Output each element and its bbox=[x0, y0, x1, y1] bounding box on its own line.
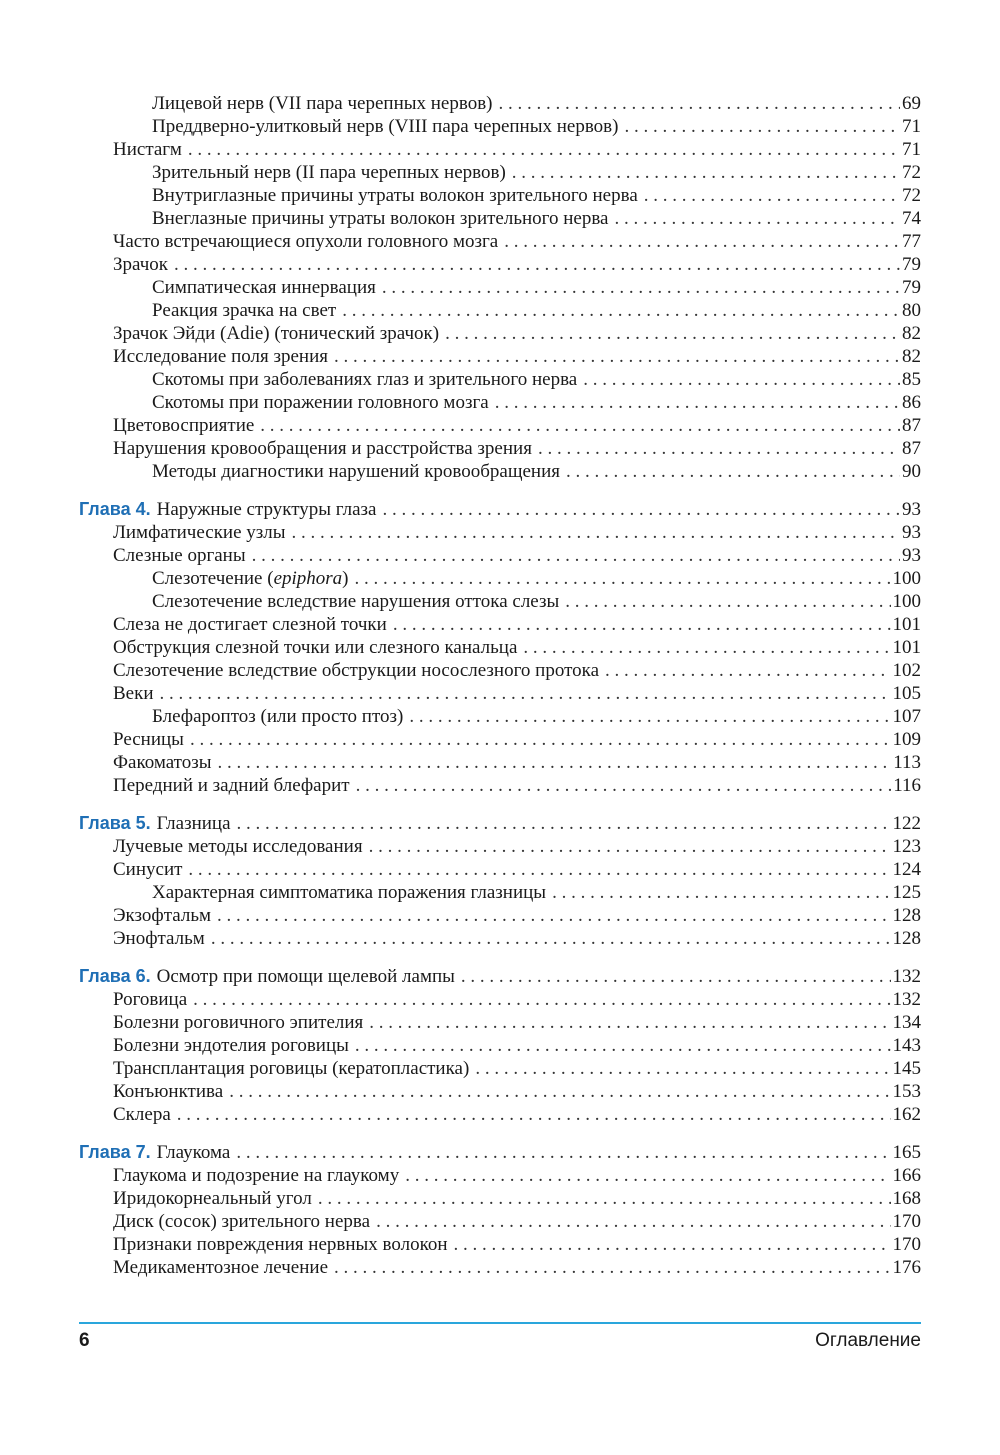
dot-leader bbox=[614, 207, 900, 230]
dot-leader bbox=[499, 92, 901, 115]
toc-entry-title bbox=[113, 1080, 229, 1103]
dot-leader bbox=[334, 1256, 890, 1279]
toc-title-text: Ресницы bbox=[113, 729, 184, 750]
toc-page-number: 79 bbox=[902, 254, 921, 275]
dot-leader bbox=[355, 1034, 891, 1057]
toc-entry-title bbox=[152, 391, 495, 414]
toc-entry-title bbox=[113, 414, 260, 437]
dot-leader bbox=[292, 521, 900, 544]
toc-entry[interactable] bbox=[0, 92, 1000, 115]
toc-page-number: 128 bbox=[892, 905, 921, 926]
toc-entry-title bbox=[79, 1141, 236, 1164]
toc-entry-title bbox=[152, 276, 382, 299]
toc-page-number: 72 bbox=[902, 162, 921, 183]
toc-title-text: Слеза не достигает слезной точки bbox=[113, 614, 387, 635]
toc-entry[interactable] bbox=[0, 345, 1000, 368]
toc-entry-title bbox=[113, 1057, 475, 1080]
dot-leader bbox=[538, 437, 900, 460]
toc-title-text: Веки bbox=[113, 683, 154, 704]
toc-page-number: 132 bbox=[892, 966, 921, 987]
toc-entry-title bbox=[113, 1233, 454, 1256]
toc-page-number: 145 bbox=[892, 1058, 921, 1079]
toc-title-text: Характерная симптоматика поражения глазницы bbox=[152, 882, 547, 903]
dot-leader bbox=[356, 774, 892, 797]
toc-page-number: 166 bbox=[892, 1165, 921, 1186]
toc-title-text: Слезные органы bbox=[113, 545, 246, 566]
toc-entry[interactable] bbox=[0, 368, 1000, 391]
toc-entry-title bbox=[152, 299, 342, 322]
toc-entry-title bbox=[152, 705, 409, 728]
dot-leader bbox=[583, 368, 900, 391]
toc-entry[interactable] bbox=[0, 728, 1000, 751]
toc-title-text: Глаукома bbox=[156, 1142, 231, 1163]
dot-leader bbox=[369, 835, 891, 858]
dot-leader bbox=[260, 414, 900, 437]
toc-page-number: 86 bbox=[902, 392, 921, 413]
toc-entry-title bbox=[79, 498, 382, 521]
toc-entry[interactable] bbox=[0, 858, 1000, 881]
toc-page-number: 72 bbox=[902, 185, 921, 206]
toc-title-text: Скотомы при поражении головного мозга bbox=[152, 392, 489, 413]
toc-entry-title bbox=[113, 253, 174, 276]
chapter-label: Глава 5. bbox=[79, 813, 151, 833]
toc-entry-title bbox=[113, 1256, 334, 1279]
toc-title-text: Блефароптоз (или просто птоз) bbox=[152, 706, 404, 727]
toc-page-number: 93 bbox=[902, 499, 921, 520]
toc-entry-title bbox=[152, 368, 583, 391]
dot-leader bbox=[523, 636, 890, 659]
toc-entry[interactable] bbox=[0, 1011, 1000, 1034]
toc-entry[interactable] bbox=[0, 1164, 1000, 1187]
toc-title-text: Наружные структуры глаза bbox=[156, 499, 377, 520]
toc-page-number: 168 bbox=[892, 1188, 921, 1209]
toc-entry-title bbox=[113, 322, 445, 345]
dot-leader bbox=[217, 904, 890, 927]
toc-page-number: 116 bbox=[893, 775, 921, 796]
dot-leader bbox=[160, 682, 891, 705]
dot-leader bbox=[252, 544, 900, 567]
toc-title-text: Внутриглазные причины утраты волокон зрительного нерва bbox=[152, 185, 638, 206]
dot-leader bbox=[461, 965, 891, 988]
toc-page-number: 93 bbox=[902, 545, 921, 566]
toc-entry[interactable] bbox=[0, 659, 1000, 682]
dot-leader bbox=[382, 276, 900, 299]
dot-leader bbox=[236, 1141, 890, 1164]
toc-entry-title bbox=[113, 904, 217, 927]
dot-leader bbox=[355, 567, 891, 590]
toc-title-text: Зрительный нерв (II пара черепных нервов) bbox=[152, 162, 506, 183]
chapter-label: Глава 6. bbox=[79, 966, 151, 986]
toc-chapter-entry[interactable] bbox=[0, 1141, 1000, 1164]
toc-page-number: 87 bbox=[902, 415, 921, 436]
toc-entry[interactable] bbox=[0, 322, 1000, 345]
running-title: Оглавление bbox=[815, 1330, 921, 1351]
dot-leader bbox=[188, 858, 890, 881]
toc-entry-title bbox=[113, 613, 393, 636]
toc-entry[interactable] bbox=[0, 835, 1000, 858]
dot-leader bbox=[405, 1164, 890, 1187]
toc-title-italic: epiphora bbox=[273, 568, 343, 589]
dot-leader bbox=[624, 115, 900, 138]
toc-entry[interactable] bbox=[0, 184, 1000, 207]
toc-entry-title bbox=[113, 230, 504, 253]
toc-title-text: Конъюнктива bbox=[113, 1081, 224, 1102]
toc-title-text: Нарушения кровообращения и расстройства зрения bbox=[113, 438, 532, 459]
toc-title-text: Слезотечение ( bbox=[152, 568, 274, 589]
toc-entry[interactable] bbox=[0, 1057, 1000, 1080]
toc-entry[interactable] bbox=[0, 1233, 1000, 1256]
toc-entry-title bbox=[152, 161, 512, 184]
toc-entry-title bbox=[113, 544, 252, 567]
toc-entry-title bbox=[152, 590, 565, 613]
toc-entry[interactable] bbox=[0, 414, 1000, 437]
dot-leader bbox=[454, 1233, 891, 1256]
toc-page-number: 101 bbox=[892, 614, 921, 635]
toc-entry-title bbox=[113, 1011, 369, 1034]
dot-leader bbox=[644, 184, 900, 207]
toc-chapter-entry[interactable] bbox=[0, 498, 1000, 521]
toc-entry[interactable] bbox=[0, 1210, 1000, 1233]
toc-page-number: 85 bbox=[902, 369, 921, 390]
toc-title-text: Синусит bbox=[113, 859, 183, 880]
dot-leader bbox=[605, 659, 890, 682]
toc-title-text: Медикаментозное лечение bbox=[113, 1257, 329, 1278]
toc-entry[interactable] bbox=[0, 705, 1000, 728]
toc-page-number: 165 bbox=[892, 1142, 921, 1163]
dot-leader bbox=[190, 728, 891, 751]
toc-title-text: Слезотечение вследствие нарушения оттока слезы bbox=[152, 591, 560, 612]
toc-entry-title bbox=[113, 636, 523, 659]
toc-page-number: 105 bbox=[892, 683, 921, 704]
toc-entry[interactable] bbox=[0, 927, 1000, 950]
toc-page-number: 170 bbox=[892, 1211, 921, 1232]
toc-title-text: Иридокорнеальный угол bbox=[113, 1188, 312, 1209]
toc-entry-title bbox=[113, 858, 188, 881]
toc-page-number: 87 bbox=[902, 438, 921, 459]
toc-entry-title bbox=[113, 751, 218, 774]
toc-title-text: Глазница bbox=[156, 813, 231, 834]
toc-entry-title bbox=[113, 1034, 355, 1057]
toc-entry-title bbox=[152, 184, 644, 207]
toc-title-text: Внеглазные причины утраты волокон зрительного нерва bbox=[152, 208, 609, 229]
dot-leader bbox=[475, 1057, 890, 1080]
toc-entry-title bbox=[79, 965, 461, 988]
dot-leader bbox=[495, 391, 900, 414]
toc-entry-title bbox=[79, 812, 237, 835]
toc-title-text: Лимфатические узлы bbox=[113, 522, 286, 543]
toc-title-text: Нистагм bbox=[113, 139, 182, 160]
toc-entry[interactable] bbox=[0, 613, 1000, 636]
chapter-label: Глава 4. bbox=[79, 499, 151, 519]
dot-leader bbox=[512, 161, 900, 184]
toc-entry-title bbox=[113, 345, 334, 368]
section-gap bbox=[0, 1126, 1000, 1141]
toc-title-text: Реакция зрачка на свет bbox=[152, 300, 337, 321]
toc-title-text: Осмотр при помощи щелевой лампы bbox=[156, 966, 455, 987]
toc-entry[interactable] bbox=[0, 437, 1000, 460]
toc-entry[interactable] bbox=[0, 751, 1000, 774]
toc-page-number: 134 bbox=[892, 1012, 921, 1033]
toc-entry-title bbox=[113, 988, 193, 1011]
toc-title-text: Энофтальм bbox=[113, 928, 205, 949]
toc-entry[interactable] bbox=[0, 115, 1000, 138]
toc-entry[interactable] bbox=[0, 881, 1000, 904]
dot-leader bbox=[237, 812, 891, 835]
toc-page-number: 69 bbox=[902, 93, 921, 114]
toc-title-text: Признаки повреждения нервных волокон bbox=[113, 1234, 448, 1255]
dot-leader bbox=[318, 1187, 891, 1210]
dot-leader bbox=[342, 299, 900, 322]
dot-leader bbox=[229, 1080, 890, 1103]
toc-page-number: 80 bbox=[902, 300, 921, 321]
toc-title-text: Лучевые методы исследования bbox=[113, 836, 363, 857]
dot-leader bbox=[409, 705, 890, 728]
toc-entry[interactable] bbox=[0, 1103, 1000, 1126]
toc-title-text: Методы диагностики нарушений кровообращения bbox=[152, 461, 560, 482]
toc-page-number: 132 bbox=[892, 989, 921, 1010]
toc-page-number: 77 bbox=[902, 231, 921, 252]
dot-leader bbox=[376, 1210, 890, 1233]
dot-leader bbox=[177, 1103, 891, 1126]
toc-entry[interactable] bbox=[0, 299, 1000, 322]
toc-title-text: Обструкция слезной точки или слезного канальца bbox=[113, 637, 518, 658]
toc-title-text: Диск (сосок) зрительного нерва bbox=[113, 1211, 371, 1232]
toc-page-number: 107 bbox=[892, 706, 921, 727]
toc-title-text: Зрачок Эйди (Adie) (тонический зрачок) bbox=[113, 323, 440, 344]
toc-entry-title bbox=[152, 881, 552, 904]
toc-title-text: Зрачок bbox=[113, 254, 168, 275]
toc-title-text: Цветовосприятие bbox=[113, 415, 255, 436]
toc-page-number: 93 bbox=[902, 522, 921, 543]
toc-page-number: 100 bbox=[892, 591, 921, 612]
toc-page-number: 143 bbox=[892, 1035, 921, 1056]
toc-entry[interactable] bbox=[0, 521, 1000, 544]
dot-leader bbox=[174, 253, 900, 276]
toc-title-text: Болезни эндотелия роговицы bbox=[113, 1035, 349, 1056]
toc-entry[interactable] bbox=[0, 207, 1000, 230]
footer-rule bbox=[79, 1322, 921, 1324]
toc-entry[interactable] bbox=[0, 590, 1000, 613]
toc-title-text: Передний и задний блефарит bbox=[113, 775, 350, 796]
section-gap bbox=[0, 797, 1000, 812]
toc-entry-title bbox=[152, 92, 499, 115]
toc-entry[interactable] bbox=[0, 567, 1000, 590]
toc-page-number: 100 bbox=[892, 568, 921, 589]
toc-entry-title bbox=[113, 138, 188, 161]
toc-entry[interactable] bbox=[0, 460, 1000, 483]
toc-entry-title bbox=[113, 1164, 405, 1187]
table-of-contents bbox=[0, 92, 1000, 1279]
toc-page-number: 162 bbox=[892, 1104, 921, 1125]
toc-entry[interactable] bbox=[0, 276, 1000, 299]
toc-entry-title bbox=[152, 115, 624, 138]
dot-leader bbox=[369, 1011, 890, 1034]
page-number: 6 bbox=[79, 1330, 90, 1351]
toc-title-text: Исследование поля зрения bbox=[113, 346, 328, 367]
toc-entry[interactable] bbox=[0, 682, 1000, 705]
toc-entry-title bbox=[113, 728, 190, 751]
toc-page-number: 82 bbox=[902, 346, 921, 367]
toc-chapter-entry[interactable] bbox=[0, 812, 1000, 835]
toc-entry[interactable] bbox=[0, 544, 1000, 567]
toc-title-text: Глаукома и подозрение на глаукому bbox=[113, 1165, 400, 1186]
toc-title-text: Часто встречающиеся опухоли головного мозга bbox=[113, 231, 499, 252]
toc-entry-title bbox=[113, 659, 605, 682]
toc-page-number: 71 bbox=[902, 139, 921, 160]
toc-title-text: Слезотечение вследствие обструкции носослезного протока bbox=[113, 660, 600, 681]
toc-page-number: 123 bbox=[892, 836, 921, 857]
toc-page-number: 101 bbox=[892, 637, 921, 658]
dot-leader bbox=[445, 322, 900, 345]
toc-entry-title bbox=[113, 1210, 376, 1233]
toc-page-number: 90 bbox=[902, 461, 921, 482]
dot-leader bbox=[193, 988, 890, 1011]
toc-entry-title bbox=[113, 927, 211, 950]
toc-page-number: 74 bbox=[902, 208, 921, 229]
toc-page-number: 176 bbox=[892, 1257, 921, 1278]
toc-entry-title bbox=[113, 835, 369, 858]
toc-title-text: Факоматозы bbox=[113, 752, 212, 773]
toc-entry[interactable] bbox=[0, 1187, 1000, 1210]
dot-leader bbox=[188, 138, 900, 161]
toc-entry[interactable] bbox=[0, 1080, 1000, 1103]
toc-entry-title bbox=[113, 682, 160, 705]
dot-leader bbox=[393, 613, 891, 636]
dot-leader bbox=[565, 590, 890, 613]
dot-leader bbox=[382, 498, 900, 521]
toc-entry[interactable] bbox=[0, 1034, 1000, 1057]
toc-title-text: Роговица bbox=[113, 989, 188, 1010]
toc-entry[interactable] bbox=[0, 774, 1000, 797]
toc-title-text: Скотомы при заболеваниях глаз и зрительного нерва bbox=[152, 369, 578, 390]
toc-entry-title bbox=[113, 1187, 318, 1210]
toc-chapter-entry[interactable] bbox=[0, 965, 1000, 988]
toc-title-text: Трансплантация роговицы (кератопластика) bbox=[113, 1058, 470, 1079]
toc-title-text: Склера bbox=[113, 1104, 171, 1125]
section-gap bbox=[0, 483, 1000, 498]
toc-entry-title bbox=[152, 567, 355, 590]
toc-entry-title bbox=[152, 460, 566, 483]
toc-page-number: 79 bbox=[902, 277, 921, 298]
dot-leader bbox=[504, 230, 900, 253]
dot-leader bbox=[211, 927, 891, 950]
toc-entry[interactable] bbox=[0, 636, 1000, 659]
toc-entry[interactable] bbox=[0, 161, 1000, 184]
toc-page-number: 124 bbox=[892, 859, 921, 880]
toc-entry[interactable] bbox=[0, 1256, 1000, 1279]
toc-title-suffix: ) bbox=[342, 568, 349, 589]
toc-page-number: 153 bbox=[892, 1081, 921, 1102]
toc-entry[interactable] bbox=[0, 988, 1000, 1011]
toc-entry-title bbox=[113, 521, 292, 544]
toc-title-text: Болезни роговичного эпителия bbox=[113, 1012, 364, 1033]
toc-page-number: 170 bbox=[892, 1234, 921, 1255]
toc-entry[interactable] bbox=[0, 253, 1000, 276]
toc-page-number: 109 bbox=[892, 729, 921, 750]
dot-leader bbox=[334, 345, 900, 368]
dot-leader bbox=[218, 751, 892, 774]
toc-entry[interactable] bbox=[0, 391, 1000, 414]
toc-page-number: 102 bbox=[892, 660, 921, 681]
toc-entry-title bbox=[113, 437, 538, 460]
dot-leader bbox=[566, 460, 900, 483]
toc-page-number: 113 bbox=[893, 752, 921, 773]
toc-entry[interactable] bbox=[0, 904, 1000, 927]
toc-page-number: 128 bbox=[892, 928, 921, 949]
toc-title-text: Экзофтальм bbox=[113, 905, 212, 926]
toc-page-number: 82 bbox=[902, 323, 921, 344]
toc-entry-title bbox=[113, 774, 356, 797]
toc-entry-title bbox=[152, 207, 614, 230]
chapter-label: Глава 7. bbox=[79, 1142, 151, 1162]
toc-entry[interactable] bbox=[0, 230, 1000, 253]
toc-entry[interactable] bbox=[0, 138, 1000, 161]
toc-title-text: Преддверно-улитковый нерв (VIII пара черепных нервов) bbox=[152, 116, 619, 137]
toc-title-text: Симпатическая иннервация bbox=[152, 277, 376, 298]
toc-page-number: 125 bbox=[892, 882, 921, 903]
toc-title-text: Лицевой нерв (VII пара черепных нервов) bbox=[152, 93, 493, 114]
toc-page-number: 122 bbox=[892, 813, 921, 834]
section-gap bbox=[0, 950, 1000, 965]
dot-leader bbox=[552, 881, 890, 904]
toc-entry-title bbox=[113, 1103, 177, 1126]
toc-page-number: 71 bbox=[902, 116, 921, 137]
